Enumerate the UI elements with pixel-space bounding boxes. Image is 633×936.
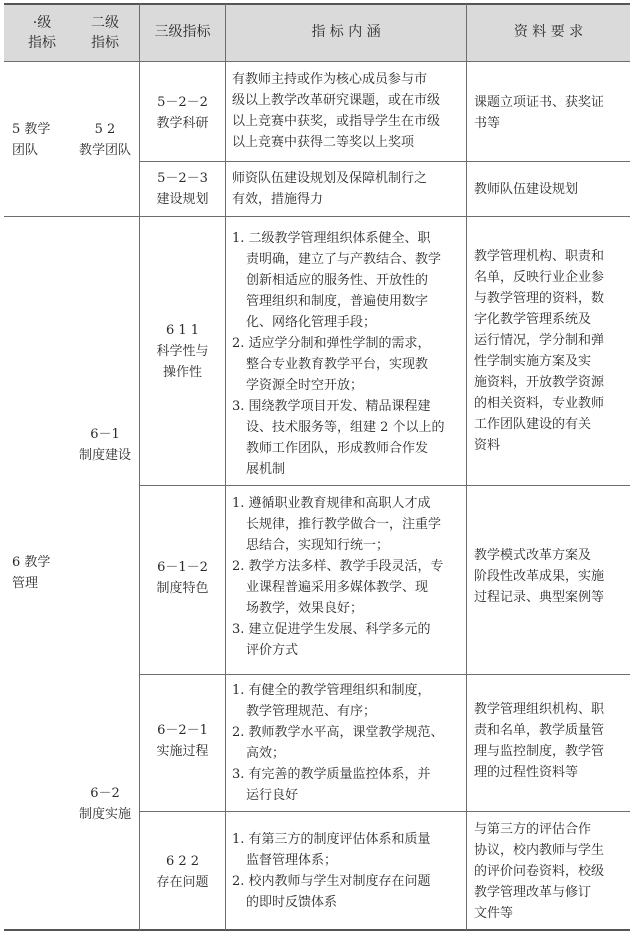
requirement-5-2-2: 课题立项证书、获奖证 书等	[474, 95, 605, 131]
content-6-2-2: 1. 有第三方的制度评估体系和质量 监督管理体系； 2. 校内教师与学生对制度存在问题 的即时反馈体系	[232, 832, 431, 910]
rule-header-bottom	[4, 61, 630, 62]
content-5-2-2: 有教师主持或作为核心成员参与市 级以上教学改革研究课题，或在市级 以上竞赛中获奖，或指导学生在市级 以上竞赛中获得二等奖以上奖项	[232, 72, 441, 150]
level2-6-2: 6－2 制度实施	[78, 786, 131, 822]
level1-6: 6 教学 管理	[12, 555, 51, 591]
header-requirements: 资 料 要 求	[513, 24, 584, 40]
rule-col-4	[225, 4, 226, 930]
requirement-6-1-1: 教学管理机构、职责和 名单，反映行业企业参 与教学管理的资料，数 字化教学管理系统及 运行情况，学分制和弹 性学制实施方案及实 施资料，开放教学资源 的相关资料，专业教师 工作团队建设的有关 资料	[474, 249, 605, 453]
rule-top	[4, 3, 630, 5]
header-level1: ·级 指标	[28, 15, 56, 51]
header-level2: 二级 指标	[91, 15, 119, 51]
level3-5-2-2: 5－2－2 教学科研	[156, 95, 209, 131]
rule-6-2-1	[139, 811, 630, 812]
level3-6-2-2: 6 2 2 存在问题	[156, 854, 209, 890]
level2-6-1: 6－1 制度建设	[78, 427, 131, 463]
requirement-6-2-2: 与第三方的评估合作 协议，校内教师与学生 的评价问卷资料，校级 教学管理改革与修订 文件等	[474, 822, 605, 921]
requirement-6-2-1: 教学管理组织机构、职 责和名单，教学质量管 理与监控制度，教学管 理的过程性资料等	[474, 702, 605, 780]
content-6-2-1: 1. 有健全的教学管理组织和制度， 教学管理规范、有序； 2. 教师教学水平高，课堂教学规范、 高效； 3. 有完善的教学质量监控体系，并 运行良好	[232, 683, 444, 803]
rule-bottom	[4, 929, 630, 931]
level3-6-2-1: 6－2－1 实施过程	[156, 723, 209, 759]
content-6-1-2: 1. 遵循职业教育规律和高职人才成 长规律，推行教学做合一，注重学 思结合，实现知行统一； 2. 教学方法多样、教学手段灵活，专 业课程普遍采用多媒体教学、现 场教学，效果良好； 3. 建立促进学生发展、科学多元的 评价方式	[232, 496, 444, 658]
requirement-5-2-3: 教师队伍建设规划	[474, 182, 579, 197]
rule-6-1-2	[139, 674, 630, 675]
level3-6-1-2: 6－1－2 制度特色	[156, 560, 209, 596]
level2-5-2: 5 2 教学团队	[78, 122, 131, 158]
level3-6-1-1: 6 1 1 科学性与 操作性	[156, 323, 209, 380]
rule-5-2-2	[139, 161, 630, 162]
rule-col-3	[139, 4, 140, 930]
content-6-1-1: 1. 二级教学管理组织体系健全、职 责明确，建立了与产教结合、教学 创新相适应的服务性、开放性的 管理组织和制度，普遍使用数字 化、网络化管理手段； 2. 适应学分制和弹性学制的需求， 整合专业教育教学平台，实现教 学资源全时空开放； 3. 围绕教学项目开发、精品课程建 设、技术服务等，组建 2 个以上的 教师工作团队，形成教师合作发 展机制	[232, 231, 445, 477]
header-level3: 三级指标	[154, 24, 211, 40]
content-5-2-3: 师资队伍建设规划及保障机制行之 有效，措施得力	[232, 171, 428, 207]
requirement-6-1-2: 教学模式改革方案及 阶段性改革成果，实施 过程记录、典型案例等	[474, 548, 605, 605]
level3-5-2-3: 5－2－3 建设规划	[156, 171, 209, 207]
rule-6-1-1	[139, 485, 630, 486]
header-content: 指 标 内 涵	[311, 24, 381, 40]
rule-section-5	[4, 216, 630, 217]
level1-5: 5 教学 团队	[12, 122, 51, 158]
rule-col-5	[466, 4, 467, 930]
